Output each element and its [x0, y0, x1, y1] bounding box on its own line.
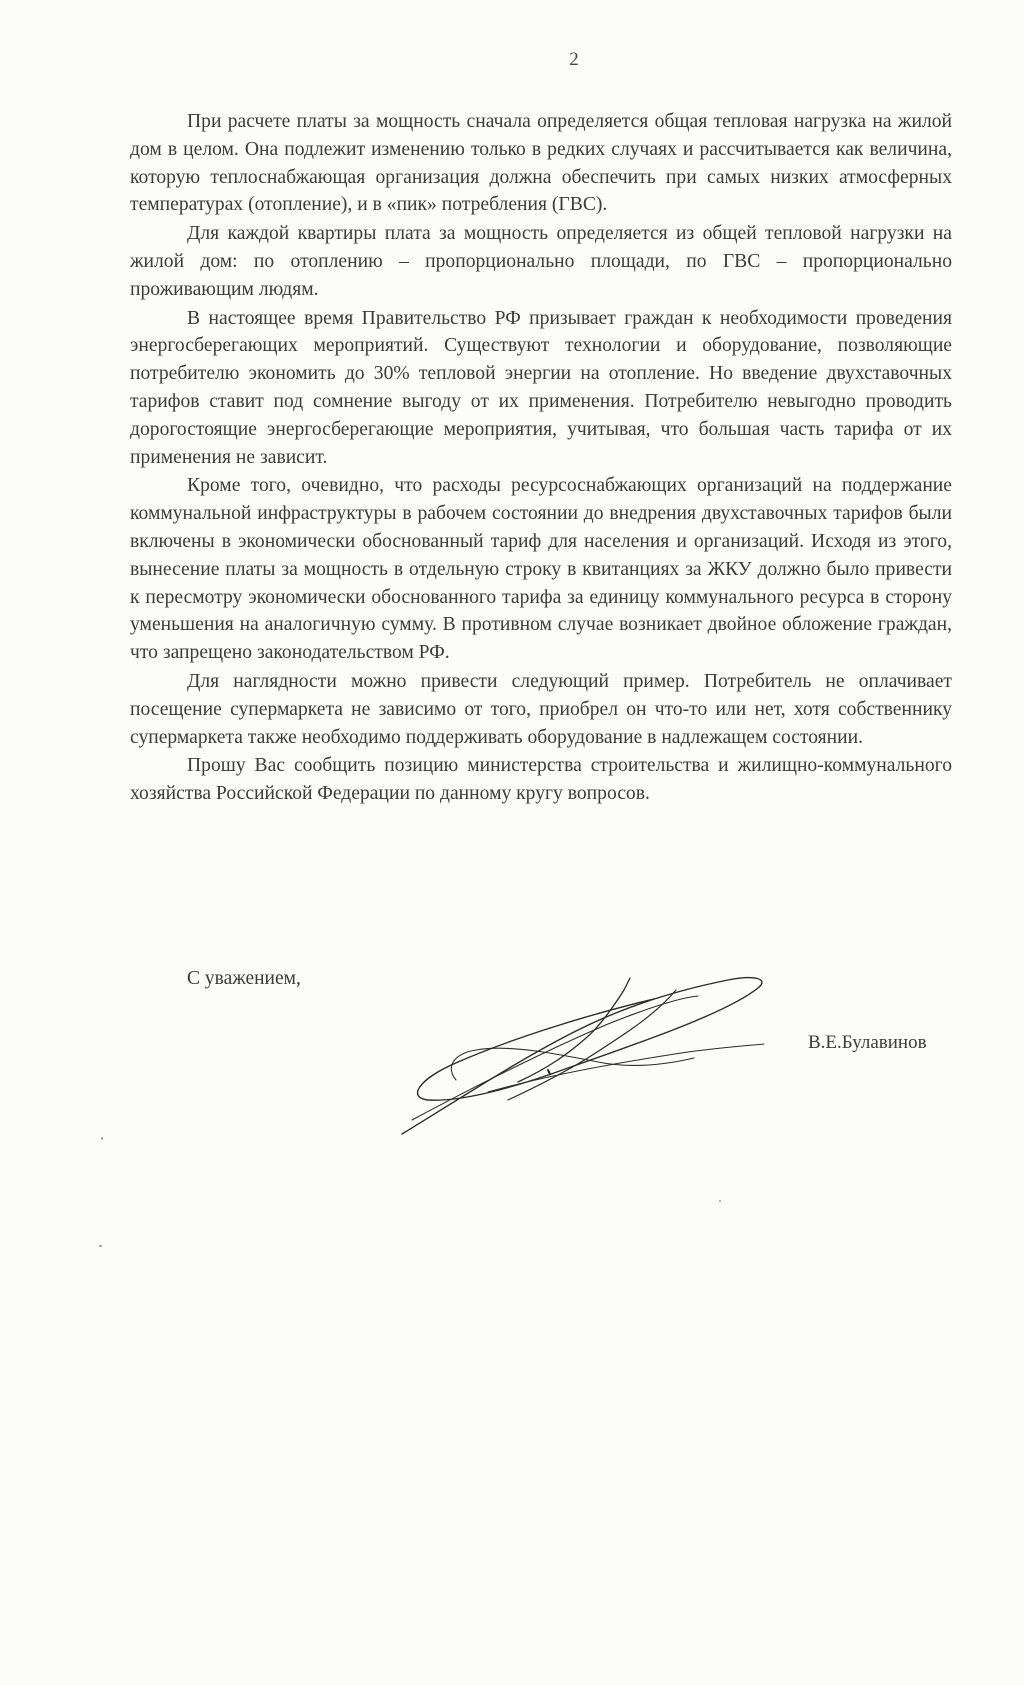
paragraph-apartment-share: Для каждой квартиры плата за мощность определяется из общей тепловой нагрузки на жилой дом: по отоплению – пропорционально площади, по ГВС – пропорционально проживающим людям.	[130, 223, 952, 300]
signer-name: В.Е.Булавинов	[808, 1032, 927, 1053]
paragraph-power-fee-calculation: При расчете платы за мощность сначала определяется общая тепловая нагрузка на жилой дом в целом. Она подлежит изменению только в редких случаях и рассчитывается как величина, которую теплоснабжающая организация должна обеспечить при самых низких атмосферных температурах (отопление), и в «пик» потребления (ГВС).	[130, 111, 952, 216]
page-number: 2	[569, 49, 579, 70]
scan-speck	[101, 1137, 103, 1140]
paragraph-request: Прошу Вас сообщить позицию министерства строительства и жилищно-коммунального хозяйства Российской Федерации по данному кругу вопросов.	[130, 755, 952, 805]
paragraph-energy-saving: В настоящее время Правительство РФ призывает граждан к необходимости проведения энергосберегающих мероприятий. Существуют технологии и оборудование, позволяющие потребителю экономить до 30% тепловой энергии на отопление. Но введение двухставочных тарифов ставит под сомнение выгоду от их применения. Потребителю невыгодно проводить дорогостоящие энергосберегающие мероприятия, учитывая, что большая часть тарифа от их применения не зависит.	[130, 307, 952, 468]
scan-speck	[99, 1245, 102, 1247]
paragraph-supermarket-example: Для наглядности можно привести следующий пример. Потребитель не оплачивает посещение супермаркета не зависимо от того, приобрел он что-то или нет, хотя собственнику супермаркета также необходимо поддерживать оборудование в надлежащем состоянии.	[130, 670, 952, 748]
handwritten-signature	[398, 950, 778, 1140]
scan-speck	[719, 1200, 721, 1202]
paragraph-double-taxation: Кроме того, очевидно, что расходы ресурсоснабжающих организаций на поддержание коммунальной инфраструктуры в рабочем состоянии до внедрения двухставочных тарифов были включены в экономически обоснованный тариф для населения и организаций. Исходя из этого, вынесение платы за мощность в отдельную строку в квитанциях за ЖКУ должно было привести к пересмотру экономически обоснованного тарифа за единицу коммунального ресурса в сторону уменьшения на аналогичную сумму. В противном случае возникает двойное обложение граждан, что запрещено законодательством РФ.	[130, 475, 952, 664]
letter-body	[130, 108, 952, 809]
closing-salutation: С уважением,	[187, 968, 301, 989]
